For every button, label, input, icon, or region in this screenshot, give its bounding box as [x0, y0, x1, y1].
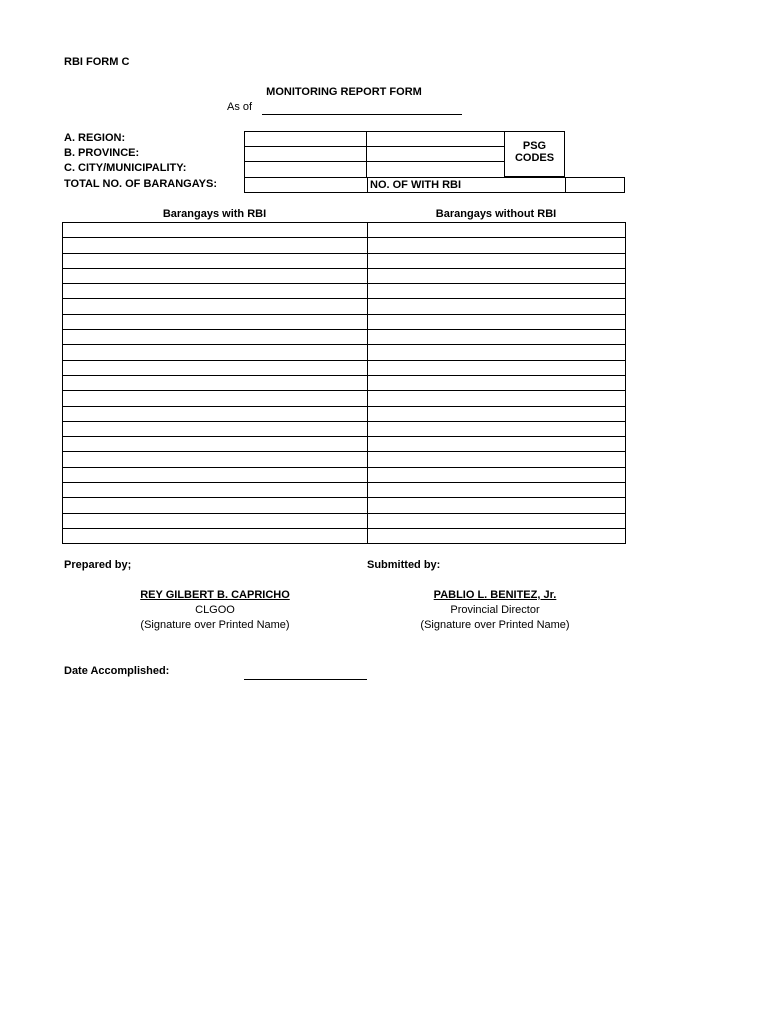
table-row	[63, 330, 626, 345]
total-barangays-field[interactable]	[245, 178, 366, 192]
without-rbi-cell[interactable]	[368, 437, 626, 452]
with-rbi-cell[interactable]	[63, 223, 368, 238]
without-rbi-cell[interactable]	[368, 467, 626, 482]
with-rbi-count-label: NO. OF WITH RBI	[370, 179, 462, 191]
region-label: A. REGION:	[64, 132, 126, 144]
submitted-name: PABLIO L. BENITEZ, Jr.	[433, 589, 557, 601]
city-code-field[interactable]	[367, 162, 504, 176]
with-rbi-cell[interactable]	[63, 437, 368, 452]
prepared-name: REY GILBERT B. CAPRICHO	[140, 589, 290, 601]
codes-label: CODES	[514, 152, 555, 164]
without-rbi-cell[interactable]	[368, 284, 626, 299]
table-row	[63, 528, 626, 543]
without-rbi-cell[interactable]	[368, 314, 626, 329]
table-row	[63, 253, 626, 268]
with-rbi-cell[interactable]	[63, 360, 368, 375]
table-row	[63, 375, 626, 390]
with-rbi-cell[interactable]	[63, 467, 368, 482]
submitted-by-label: Submitted by:	[367, 559, 441, 571]
submitted-caption: (Signature over Printed Name)	[420, 619, 570, 631]
without-rbi-cell[interactable]	[368, 330, 626, 345]
date-accomplished-line[interactable]	[244, 679, 367, 680]
without-rbi-cell[interactable]	[368, 406, 626, 421]
with-rbi-count-field[interactable]	[566, 178, 624, 192]
with-rbi-cell[interactable]	[63, 391, 368, 406]
table-row	[63, 437, 626, 452]
without-rbi-cell[interactable]	[368, 299, 626, 314]
table-row	[63, 421, 626, 436]
without-rbi-cell[interactable]	[368, 528, 626, 543]
region-code-field[interactable]	[367, 132, 504, 146]
psg-codes-box	[504, 131, 565, 177]
with-rbi-cell[interactable]	[63, 452, 368, 467]
col-header-with-rbi: Barangays with RBI	[162, 208, 267, 220]
without-rbi-cell[interactable]	[368, 268, 626, 283]
province-label: B. PROVINCE:	[64, 147, 140, 159]
table-row	[63, 483, 626, 498]
prepared-position: CLGOO	[195, 604, 235, 616]
without-rbi-cell[interactable]	[368, 391, 626, 406]
with-rbi-cell[interactable]	[63, 483, 368, 498]
table-row	[63, 406, 626, 421]
without-rbi-cell[interactable]	[368, 483, 626, 498]
city-label: C. CITY/MUNICIPALITY:	[64, 162, 187, 174]
with-rbi-cell[interactable]	[63, 314, 368, 329]
with-rbi-cell[interactable]	[63, 375, 368, 390]
without-rbi-cell[interactable]	[368, 498, 626, 513]
table-row	[63, 345, 626, 360]
without-rbi-cell[interactable]	[368, 238, 626, 253]
psg-label: PSG	[522, 140, 547, 152]
table-row	[63, 452, 626, 467]
without-rbi-cell[interactable]	[368, 513, 626, 528]
province-field[interactable]	[245, 147, 366, 161]
without-rbi-cell[interactable]	[368, 452, 626, 467]
table-row	[63, 268, 626, 283]
submitted-position: Provincial Director	[450, 604, 540, 616]
prepared-caption: (Signature over Printed Name)	[140, 619, 290, 631]
table-row	[63, 360, 626, 375]
table-row	[63, 498, 626, 513]
table-row	[63, 299, 626, 314]
without-rbi-cell[interactable]	[368, 421, 626, 436]
as-of-line[interactable]	[262, 114, 462, 115]
prepared-by-label: Prepared by;	[64, 559, 132, 571]
with-rbi-cell[interactable]	[63, 498, 368, 513]
without-rbi-cell[interactable]	[368, 360, 626, 375]
with-rbi-cell[interactable]	[63, 253, 368, 268]
table-row	[63, 314, 626, 329]
total-label: TOTAL NO. OF BARANGAYS:	[64, 178, 217, 190]
with-rbi-cell[interactable]	[63, 284, 368, 299]
with-rbi-cell[interactable]	[63, 421, 368, 436]
province-code-field[interactable]	[367, 147, 504, 161]
table-row	[63, 238, 626, 253]
col-header-without-rbi: Barangays without RBI	[435, 208, 557, 220]
city-field[interactable]	[245, 162, 366, 176]
with-rbi-cell[interactable]	[63, 238, 368, 253]
barangay-table	[62, 222, 626, 544]
form-id: RBI FORM C	[64, 56, 130, 68]
table-row	[63, 467, 626, 482]
with-rbi-cell[interactable]	[63, 330, 368, 345]
with-rbi-cell[interactable]	[63, 513, 368, 528]
with-rbi-cell[interactable]	[63, 299, 368, 314]
as-of-label: As of	[227, 101, 253, 113]
table-row	[63, 284, 626, 299]
table-row	[63, 223, 626, 238]
without-rbi-cell[interactable]	[368, 345, 626, 360]
without-rbi-cell[interactable]	[368, 223, 626, 238]
table-row	[63, 513, 626, 528]
without-rbi-cell[interactable]	[368, 375, 626, 390]
date-accomplished-label: Date Accomplished:	[64, 665, 170, 677]
with-rbi-cell[interactable]	[63, 268, 368, 283]
page-title: MONITORING REPORT FORM	[266, 86, 422, 98]
table-row	[63, 391, 626, 406]
with-rbi-cell[interactable]	[63, 528, 368, 543]
with-rbi-cell[interactable]	[63, 345, 368, 360]
with-rbi-cell[interactable]	[63, 406, 368, 421]
region-field[interactable]	[245, 132, 366, 146]
without-rbi-cell[interactable]	[368, 253, 626, 268]
